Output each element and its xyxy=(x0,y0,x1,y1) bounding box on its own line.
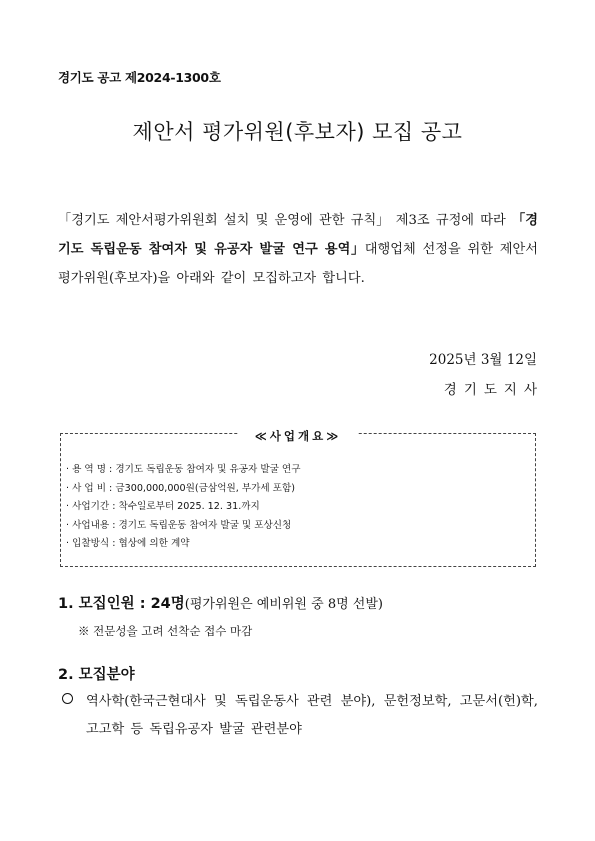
section1-note: ※ 전문성을 고려 선착순 접수 마감 xyxy=(78,624,253,638)
section1-heading: 1. 모집인원 : xyxy=(58,596,151,612)
overview-title-wrap xyxy=(61,425,535,444)
overview-title: ≪사업개요≫ xyxy=(239,429,358,443)
section-recruit-count xyxy=(58,592,383,613)
organization-name: 경기도지사 xyxy=(443,382,544,398)
intro-paragraph xyxy=(58,206,538,293)
overview-item: · 사 업 비 : 금300,000,000원(금삼억원, 부가세 포함) xyxy=(66,480,300,499)
notice-date: 2025년 3월 12일 xyxy=(429,352,537,368)
section2-field-text: 역사학(한국근현대사 및 독립운동사 관련 분야), 문헌정보학, 고문서(헌)학, 고고학 등 독립유공자 발굴 관련분야 xyxy=(86,694,538,737)
hollow-circle-bullet-icon xyxy=(62,693,73,704)
overview-item: · 사업내용 : 경기도 독립운동 참여자 발굴 및 포상신청 xyxy=(66,517,300,536)
overview-item: · 입찰방식 : 협상에 의한 계약 xyxy=(66,535,300,554)
intro-text-1: 「경기도 제안서평가위원회 설치 및 운영에 관한 규칙」 제3조 규정에 따라 xyxy=(58,213,513,228)
project-name: 「경기도 독립운동 참여자 및 유공자 발굴 연구 용역」 xyxy=(58,213,538,257)
notice-number: 경기도 공고 제2024-1300호 xyxy=(58,70,221,85)
section1-detail: (평가위원은 예비위원 중 8명 선발) xyxy=(184,597,383,612)
page-title: 제안서 평가위원(후보자) 모집 공고 xyxy=(132,120,463,144)
overview-item: · 사업기간 : 착수일로부터 2025. 12. 31.까지 xyxy=(66,498,300,517)
intro-text-2: 대행업체 선정을 위한 제안서 평가위원(후보자)을 아래와 같이 모집하고자 합니다. xyxy=(58,242,538,286)
project-overview-box xyxy=(60,429,536,567)
section1-count: 24명 xyxy=(150,596,185,612)
overview-item: · 용 역 명 : 경기도 독립운동 참여자 및 유공자 발굴 연구 xyxy=(66,461,300,480)
section2-heading: 2. 모집분야 xyxy=(58,667,135,683)
overview-list xyxy=(66,461,300,554)
